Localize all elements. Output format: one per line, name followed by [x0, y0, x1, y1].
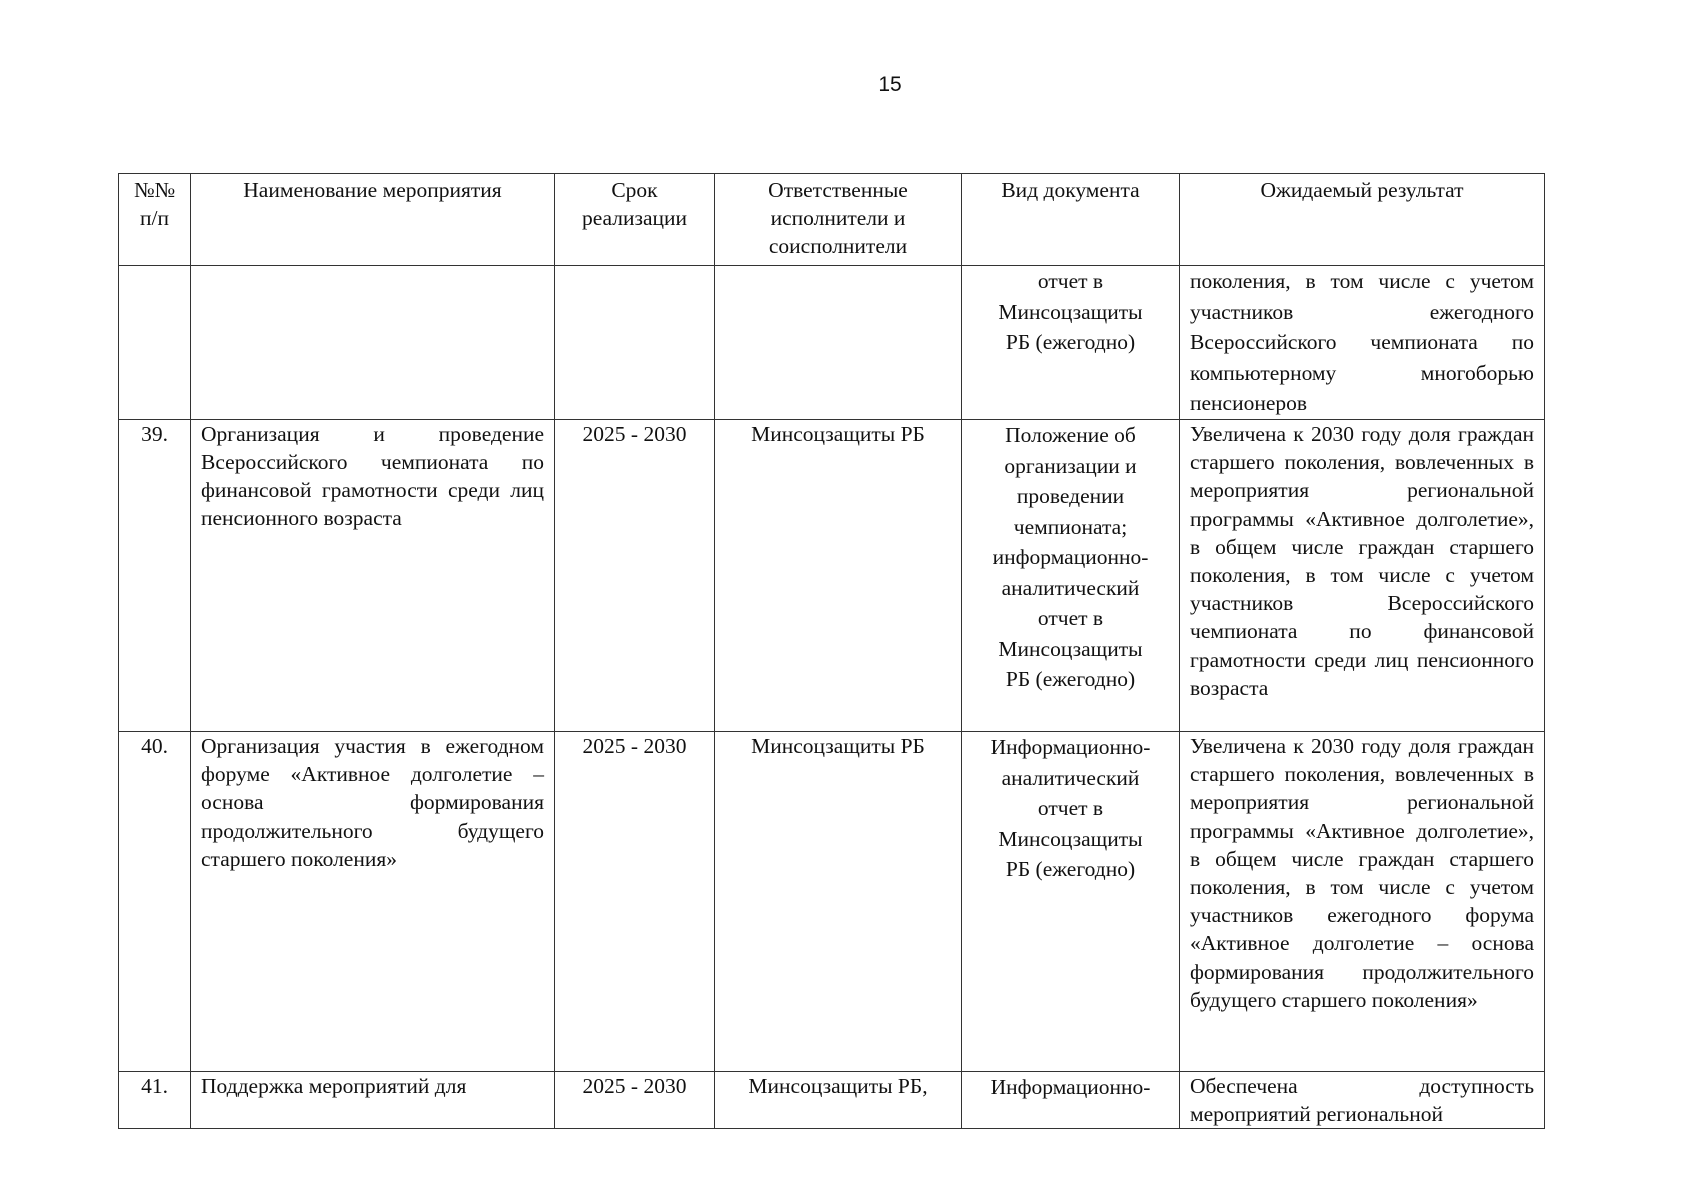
responsible-executors — [715, 266, 962, 420]
row-number: 41. — [119, 1072, 191, 1129]
document-type-cell — [962, 420, 1180, 732]
expected-result: Обеспечена доступность мероприятий региональной — [1180, 1072, 1545, 1129]
action-plan-table — [118, 173, 1545, 1129]
expected-result: Увеличена к 2030 году доля граждан старшего поколения, вовлеченных в мероприятия региональной программы «Активное долголетие», в общем числе граждан старшего поколения, в том числе с учетом участников ежегодного форума «Активное долголетие – основа формирования продолжительного будущего старшего поколения» — [1180, 732, 1545, 1072]
activity-name: Организация и проведение Всероссийского чемпионата по финансовой грамотности среди лиц пенсионного возраста — [191, 420, 555, 732]
header-responsible: Ответственные исполнители и соисполнители — [715, 174, 962, 266]
document-type-cell — [962, 1072, 1180, 1129]
header-term: Срок реализации — [555, 174, 715, 266]
expected-result: Увеличена к 2030 году доля граждан старшего поколения, вовлеченных в мероприятия региональной программы «Активное долголетие», в общем числе граждан старшего поколения, в том числе с учетом участников Всероссийского чемпионата по финансовой грамотности среди лиц пенсионного возраста — [1180, 420, 1545, 732]
document-type: Положение об организации и проведении чемпионата; информационно- аналитический отчет в Минсоцзащиты РБ (ежегодно) — [992, 423, 1149, 691]
document-type: Информационно- аналитический отчет в Минсоцзащиты РБ (ежегодно) — [990, 735, 1151, 881]
page-number: 15 — [878, 73, 902, 96]
activity-name: Организация участия в ежегодном форуме «Активное долголетие – основа формирования продолжительного будущего старшего поколения» — [191, 732, 555, 1072]
table-row — [119, 266, 1545, 420]
implementation-term: 2025 - 2030 — [555, 420, 715, 732]
implementation-term — [555, 266, 715, 420]
activity-name — [191, 266, 555, 420]
row-number: 39. — [119, 420, 191, 732]
responsible-executors: Минсоцзащиты РБ — [715, 420, 962, 732]
table-header-row — [119, 174, 1545, 266]
row-number: 40. — [119, 732, 191, 1072]
table-row — [119, 732, 1545, 1072]
document-type: Информационно- — [990, 1075, 1151, 1099]
responsible-executors: Минсоцзащиты РБ, — [715, 1072, 962, 1129]
implementation-term: 2025 - 2030 — [555, 732, 715, 1072]
activity-name: Поддержка мероприятий для — [191, 1072, 555, 1129]
header-activity-name: Наименование мероприятия — [191, 174, 555, 266]
document-type: отчет в Минсоцзащиты РБ (ежегодно) — [998, 269, 1143, 354]
table-row — [119, 1072, 1545, 1129]
header-number: №№ п/п — [119, 174, 191, 266]
document-type-cell — [962, 732, 1180, 1072]
document-type-cell — [962, 266, 1180, 420]
expected-result: поколения, в том числе с учетом участников ежегодного Всероссийского чемпионата по компьютерному многоборью пенсионеров — [1180, 266, 1545, 420]
responsible-executors: Минсоцзащиты РБ — [715, 732, 962, 1072]
table-row — [119, 420, 1545, 732]
header-expected-result: Ожидаемый результат — [1180, 174, 1545, 266]
header-document-type: Вид документа — [962, 174, 1180, 266]
implementation-term: 2025 - 2030 — [555, 1072, 715, 1129]
row-number — [119, 266, 191, 420]
